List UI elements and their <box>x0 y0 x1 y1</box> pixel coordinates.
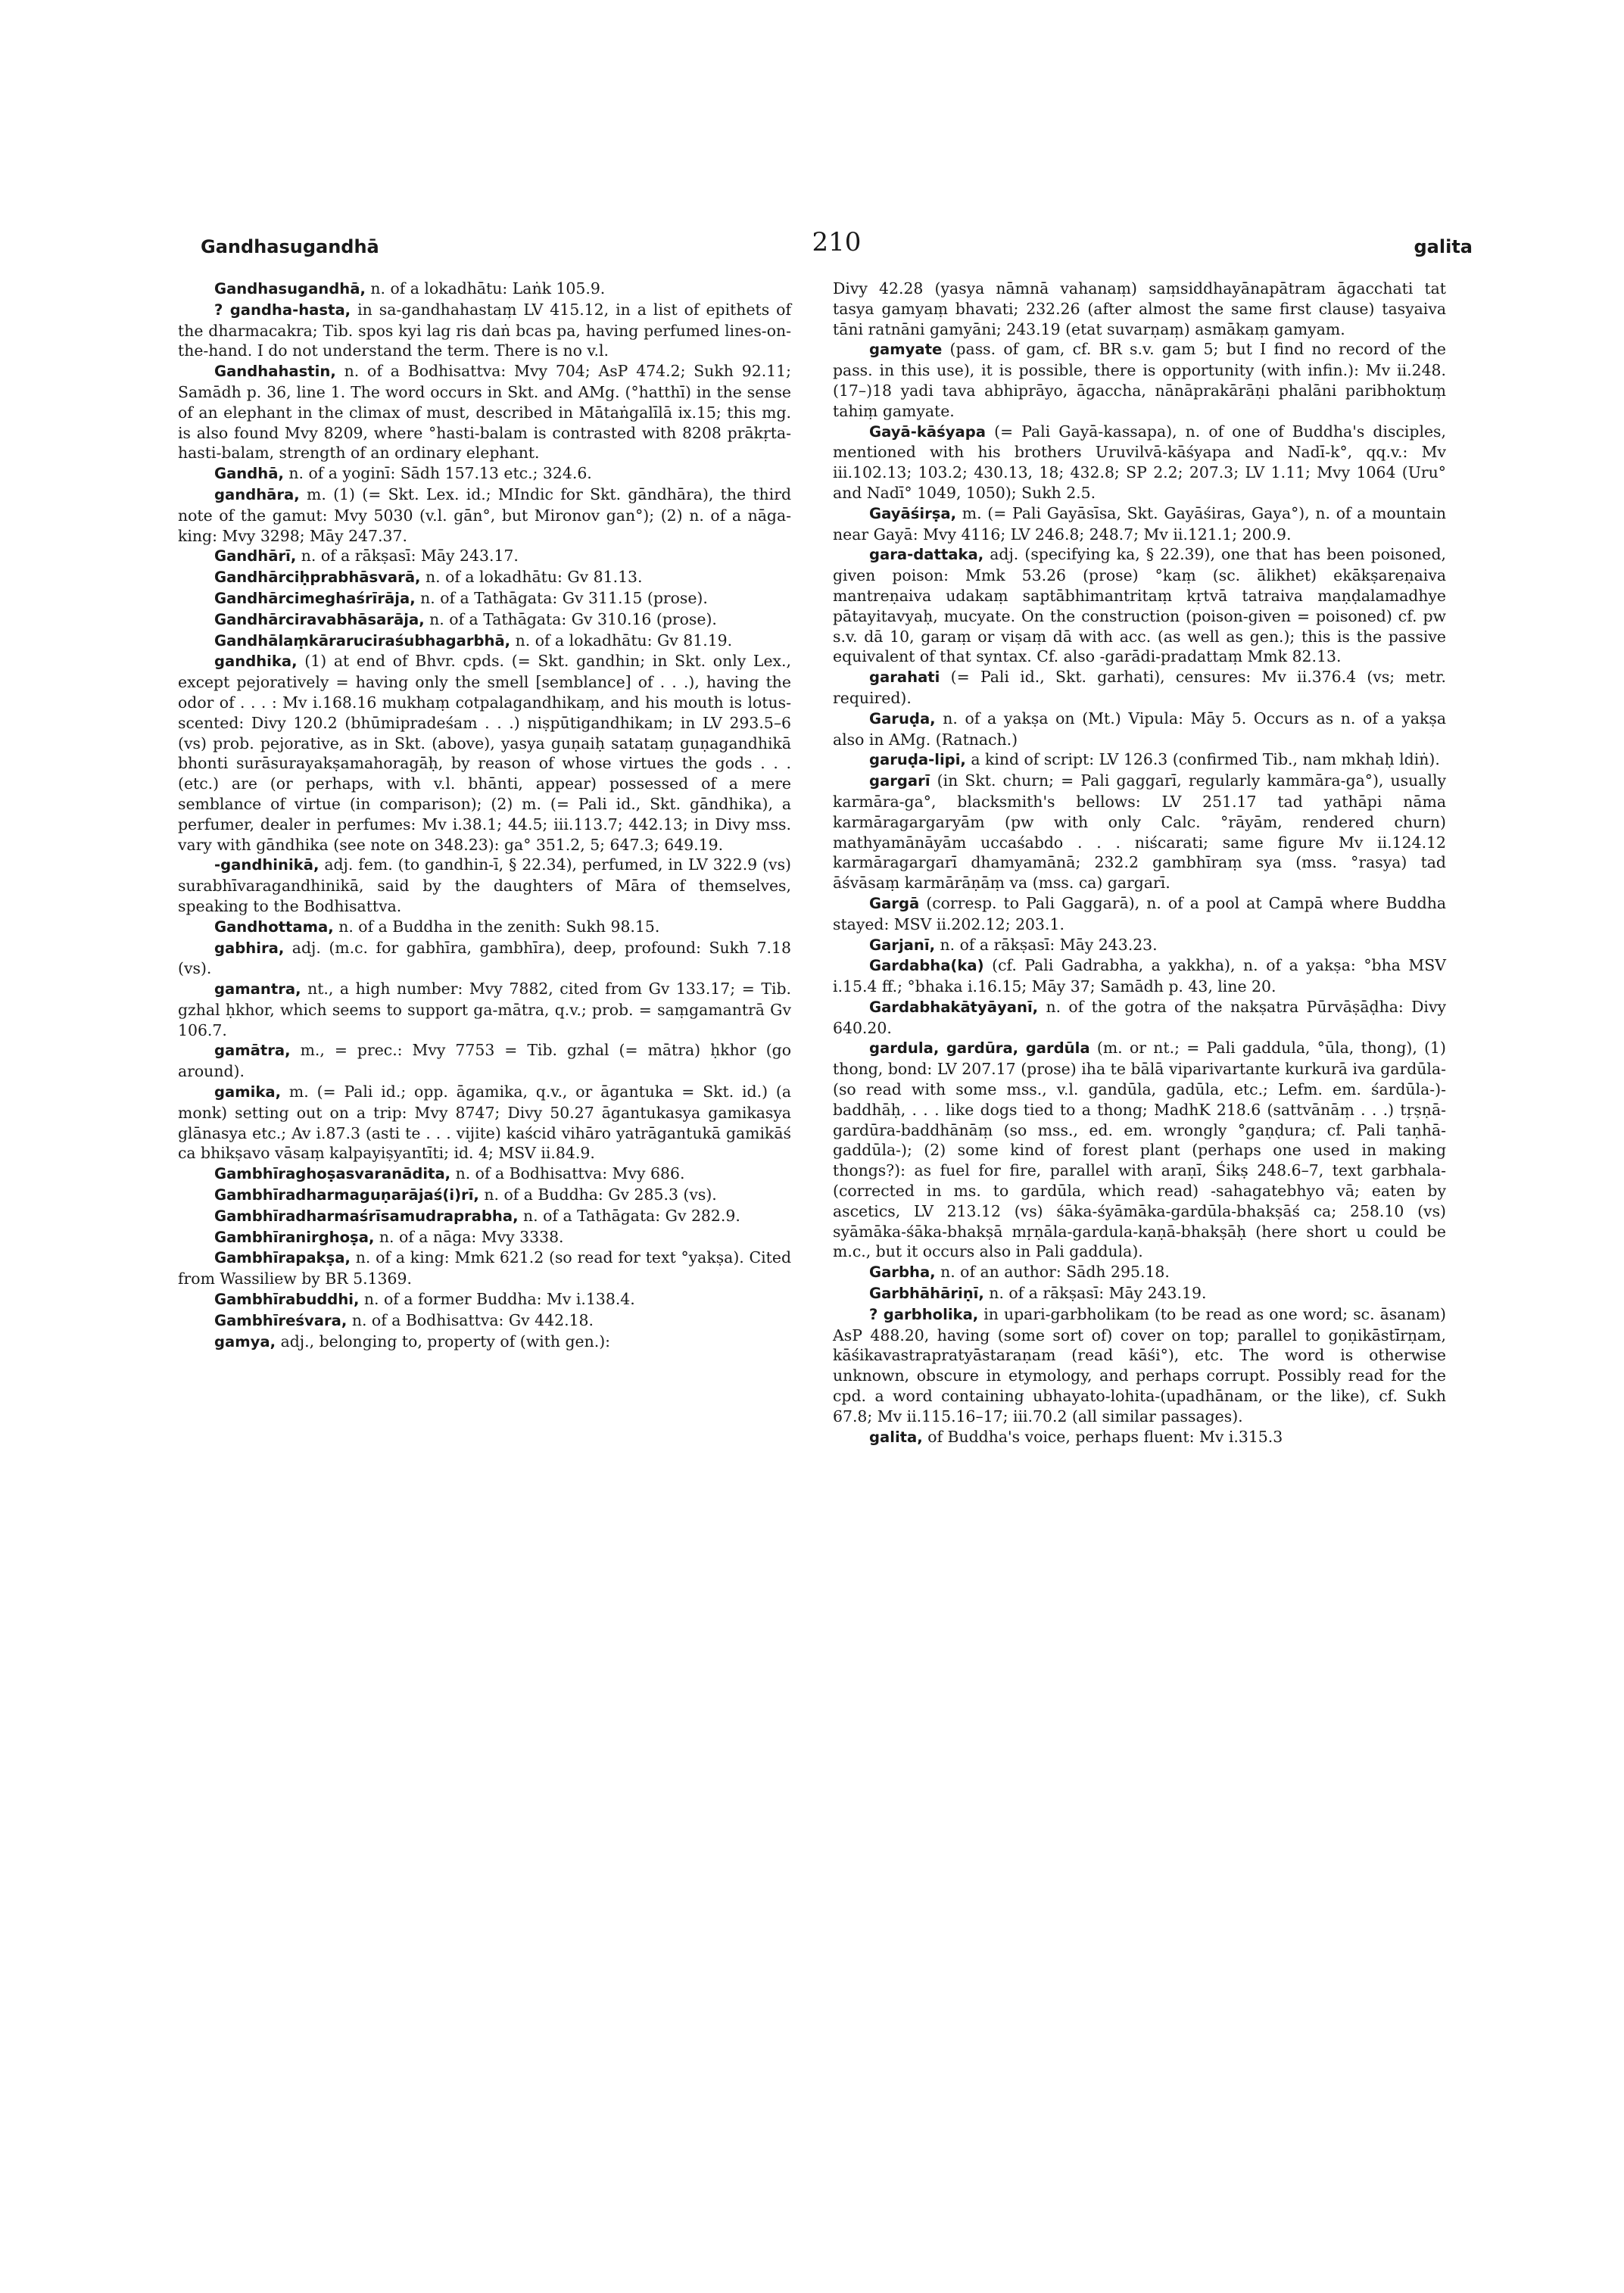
dictionary-entry <box>178 917 791 938</box>
dictionary-entry <box>178 1227 791 1248</box>
entry-headword: gamika, <box>214 1083 282 1101</box>
dictionary-entry <box>178 938 791 980</box>
entry-text: n. of the gotra of the nakṣatra Pūrvāṣāḍha: Divy 640.20. <box>833 997 1446 1037</box>
entry-text: adj. (m.c. for gabhīra, gambhīra), deep, profound: Sukh 7.18 (vs). <box>178 938 791 978</box>
dictionary-entry <box>178 463 791 484</box>
entry-text: m. (= Pali id.; opp. āgamika, q.v., or āgantuka = Skt. id.) (a monk) setting out on a trip: Mvy 8747; Divy 50.27 āgantukasya gamikasya glānasya etc.; Av i.87.3 (asti te . . . vijite) kaścid vihāro yatrāgantukā gamikāś ca bhikṣavo vāsaṃ kalpayiṣyantīti; id. 4; MSV ii.84.9. <box>178 1083 791 1163</box>
entry-headword: -gandhinikā, <box>214 856 320 874</box>
entry-text: adj. (specifying ka, § 22.39), one that has been poisoned, given poison: Mmk 53.26 (prose) °kaṃ (sc. ālikhet) ekākṣareṇaiva mantreṇaiva udakaṃ saptābhimantritaṃ kṛtvā tatraiva maṇḍalamadhye pātayitavyaḥ, mucyate. On the construction (poison-given = poisoned) cf. pw s.v. dā 10, garaṃ or viṣaṃ dā with acc. (as well as gen.); this is the passive equivalent of that syntax. Cf. also -garādi-pradattaṃ Mmk 82.13. <box>833 545 1446 666</box>
entry-text: n. of a Tathāgata: Gv 282.9. <box>518 1206 740 1225</box>
entry-headword: Gargā <box>869 894 920 912</box>
entry-headword: garuḍa-lipi, <box>869 751 966 769</box>
dictionary-entry <box>178 546 791 567</box>
entry-headword: Gardabhakātyāyanī, <box>869 998 1039 1016</box>
entry-headword: Gayāśirṣa, <box>869 504 957 522</box>
running-header <box>201 227 1473 265</box>
dictionary-entry <box>178 361 791 463</box>
entry-headword: Gardabha(ka) <box>869 957 984 975</box>
entry-headword: Gambhīradharmaguṇarājaś(i)rī, <box>214 1186 479 1204</box>
dictionary-entry <box>178 1206 791 1227</box>
dictionary-entry <box>833 709 1446 750</box>
dictionary-entry <box>833 339 1446 421</box>
entry-text: (= Pali id., Skt. garhati), censures: Mv ii.376.4 (vs; metr. required). <box>833 668 1446 707</box>
entry-text: n. of a king: Mmk 621.2 (so read for text °yakṣa). Cited from Wassiliew by BR 5.1369. <box>178 1248 791 1288</box>
entry-text: n. of a Bodhisattva: Gv 442.18. <box>347 1310 594 1329</box>
dictionary-entry <box>833 997 1446 1039</box>
page-number: 210 <box>812 227 862 257</box>
entry-text: n. of a Buddha in the zenith: Sukh 98.15. <box>333 917 660 936</box>
entry-text: Divy 42.28 (yasya nāmnā vahanaṃ) saṃsiddhayānapātram āgacchati tat tasya gamyaṃ bhavati; 232.26 (after almost the same first clause) tasyaiva tāni ratnāni gamyāni; 243.19 (etat suvarṇaṃ) asmākaṃ gamyam. <box>833 279 1446 338</box>
dictionary-entry <box>178 484 791 546</box>
entry-text: in sa-gandhahastaṃ LV 415.12, in a list of epithets of the dharmacakra; Tib. spos kyi lag ris daṅ bcas pa, having perfumed lines-on-the-hand. I do not understand the term. There is no v.l. <box>178 300 791 360</box>
dictionary-entry <box>833 1304 1446 1427</box>
dictionary-entry <box>178 1248 791 1289</box>
dictionary-entry <box>178 300 791 361</box>
entry-headword: gabhira, <box>214 939 285 957</box>
dictionary-entry <box>178 979 791 1040</box>
entry-headword: ? gandha-hasta, <box>214 301 351 319</box>
entry-headword: gamantra, <box>214 980 301 999</box>
entry-headword: Gandhārciravabhāsarāja, <box>214 610 425 628</box>
dictionary-entry <box>178 1164 791 1185</box>
entry-headword: Gandhārcimeghaśrīrāja, <box>214 589 416 607</box>
entry-headword: Gambhīranirghoṣa, <box>214 1228 375 1246</box>
dictionary-entry <box>178 1289 791 1310</box>
entry-text: n. of a yakṣa on (Mt.) Vipula: Māy 5. Occurs as n. of a yakṣa also in AMg. (Ratnach.) <box>833 709 1446 749</box>
entry-text: m. (= Pali Gayāsīsa, Skt. Gayāśiras, Gaya°), n. of a mountain near Gayā: Mvy 4116; LV 246.8; 248.7; Mv ii.121.1; 200.9. <box>833 503 1446 544</box>
entry-headword: Gambhīreśvara, <box>214 1311 348 1329</box>
entry-text: n. of a nāga: Mvy 3338. <box>374 1227 564 1246</box>
entry-text: m. (1) (= Skt. Lex. id.; MIndic for Skt. gāndhāra), the third note of the gamut: Mvy 5030 (v.l. gān°, but Mironov gan°); (2) n. of a nāga-king: Mvy 3298; Māy 247.37. <box>178 484 791 545</box>
entry-headword: Gandhā, <box>214 465 284 483</box>
entry-headword: Gambhīradharmaśrīsamudraprabha, <box>214 1207 519 1225</box>
dictionary-entry <box>178 631 791 652</box>
entry-headword: gamātra, <box>214 1042 291 1060</box>
entry-headword: Garjanī, <box>869 936 936 954</box>
entry-headword: gamyate <box>869 341 943 359</box>
entry-text: n. of a Bodhisattva: Mvy 704; AsP 474.2; Sukh 92.11; Samādh p. 36, line 1. The word occurs in Skt. and AMg. (°hatthī) in the sense of an elephant in the climax of must, described in Mātaṅgalīlā ix.15; this mg. is also found Mvy 8209, where °hasti-balam is contrasted with 8208 prākṛta-hasti-balam, strength of an ordinary elephant. <box>178 362 791 463</box>
entry-text: n. of a rākṣasī: Māy 243.17. <box>296 547 519 565</box>
entry-text: n. of a rākṣasī: Māy 243.19. <box>983 1284 1207 1303</box>
header-right-guideword: galita <box>1414 236 1473 257</box>
entry-text: adj., belonging to, property of (with gen.): <box>276 1332 611 1351</box>
dictionary-entry <box>833 503 1446 545</box>
entry-text: (1) at end of Bhvr. cpds. (= Skt. gandhin; in Skt. only Lex., except pejoratively = having only the smell [semblance] of . . .), having the odor of . . . : Mv i.168.16 mukhaṃ cotpalagandhikaṃ, and his mouth is lotus-scented: Divy 120.2 (bhūmipradeśam . . .) niṣpūtigandhikam; in LV 293.5–6 (vs) prob. pejorative, as in Skt. (above), yasya guṇaiḥ satataṃ guṇagandhikā bhonti surāsurayakṣamahoragāḥ, by reason of whose virtues the gods . . . (etc.) are (or perhaps, with v.l. bhānti, appear) possessed of a mere semblance of virtue (in comparison); (2) m. (= Pali id., Skt. gāndhika), a perfumer, dealer in perfumes: Mv i.38.1; 44.5; iii.113.7; 442.13; in Divy mss. vary with gāndhika (see note on 348.23): ga° 351.2, 5; 647.3; 649.19. <box>178 652 791 854</box>
entry-headword: Gambhīrapakṣa, <box>214 1249 351 1267</box>
dictionary-entry <box>833 749 1446 771</box>
entry-headword: gara-dattaka, <box>869 546 984 564</box>
entry-headword: gardula, gardūra, gardūla <box>869 1039 1090 1058</box>
entry-text: in upari-garbholikam (to be read as one word; sc. āsanam) AsP 488.20, having (some sort of) cover on top; parallel to goṇikāstīrṇam, kāśikavastrapratyāstaraṇam (read kāśi°), etc. The word is otherwise unknown, obscure in etymology, and perhaps corrupt. Possibly read for the cpd. a word containing ubhayato-lohita-(upadhānam, or the like), cf. Sukh 67.8; Mv ii.115.16–17; iii.70.2 (all similar passages). <box>833 1304 1446 1425</box>
dictionary-entry <box>178 588 791 609</box>
entry-headword: Gandhārciḥprabhāsvarā, <box>214 569 421 587</box>
dictionary-entry <box>178 1040 791 1082</box>
entry-text: of Buddha's voice, perhaps fluent: Mv i.315.3 <box>922 1427 1283 1446</box>
dictionary-entry <box>833 279 1446 339</box>
entry-text: n. of an author: Sādh 295.18. <box>935 1263 1170 1282</box>
entry-text: n. of a former Buddha: Mv i.138.4. <box>359 1290 635 1309</box>
left-column <box>178 279 791 1352</box>
dictionary-entry <box>178 651 791 855</box>
entry-text: n. of a rākṣasī: Māy 243.23. <box>935 935 1158 954</box>
entry-headword: gargarī <box>869 772 930 790</box>
dictionary-entry <box>833 771 1446 893</box>
dictionary-entry <box>833 1283 1446 1304</box>
entry-text: adj. fem. (to gandhin-ī, § 22.34), perfumed, in LV 322.9 (vs) surabhīvaragandhinikā, said by the daughters of Māra of themselves, speaking to the Bodhisattva. <box>178 855 791 915</box>
entry-headword: gandhāra, <box>214 485 300 503</box>
entry-headword: Gandhasugandhā, <box>214 280 366 298</box>
entry-headword: Garbhāhāriṇī, <box>869 1285 984 1303</box>
entry-headword: Gandhālaṃkāraruciraśubhagarbhā, <box>214 631 511 650</box>
entry-text: n. of a Tathāgata: Gv 310.16 (prose). <box>424 609 717 628</box>
entry-text: n. of a Bodhisattva: Mvy 686. <box>450 1164 685 1183</box>
dictionary-entry <box>833 1427 1446 1448</box>
entry-text: n. of a lokadhātu: Gv 81.13. <box>420 568 643 587</box>
entry-text: (m. or nt.; = Pali gaddula, °ūla, thong), (1) thong, bond: LV 207.17 (prose) iha te bālā viparivartante kurkurā iva gardūla-(so read with some mss., v.l. gandūla, gadūla, etc.; Lefm. em. śardūla-)-baddhāḥ, . . . like dogs tied to a thong; MadhK 218.6 (sattvānāṃ . . .) tṛṣṇā-gardūra-baddhānāṃ (so mss., ed. em. wrongly °gaṇḍura; cf. Pali taṇhā-gaddūla-); (2) some kind of forest plant (perhaps one used in making thongs?): as fuel for fire, parallel with araṇī, Śikṣ 248.6–7, text garbhala- (corrected in ms. to gardūla, which read) -sahagatebhyo vā; eaten by ascetics, LV 213.12 (vs) śāka-śyāmāka-gardūla-bhakṣāś ca; 258.10 (vs) syāmāka-śāka-bhakṣā mṛṇāla-gardula-kaṇā-bhakṣāḥ (here short u could be m.c., but it occurs also in Pali gaddula). <box>833 1039 1446 1261</box>
entry-headword: galita, <box>869 1428 923 1446</box>
entry-text: (corresp. to Pali Gaggarā), n. of a pool at Campā where Buddha stayed: MSV ii.202.12; 203.1. <box>833 893 1446 933</box>
entry-headword: Gandhārī, <box>214 547 297 565</box>
dictionary-entry <box>178 1185 791 1206</box>
dictionary-entry <box>833 422 1446 503</box>
entry-text: n. of a Tathāgata: Gv 311.15 (prose). <box>415 588 708 607</box>
dictionary-entry <box>178 609 791 631</box>
header-left-guideword: Gandhasugandhā <box>201 236 379 257</box>
entry-text: a kind of script: LV 126.3 (confirmed Tib., nam mkhaḥ ldiṅ). <box>965 750 1440 769</box>
entry-headword: gandhika, <box>214 653 298 671</box>
entry-text: n. of a lokadhātu: Gv 81.19. <box>510 631 733 650</box>
dictionary-entry <box>833 1038 1446 1262</box>
dictionary-entry <box>178 279 791 300</box>
dictionary-entry <box>178 1332 791 1353</box>
entry-headword: Gandhottama, <box>214 918 334 936</box>
dictionary-entry <box>833 544 1446 667</box>
entry-text: nt., a high number: Mvy 7882, cited from Gv 133.17; = Tib. gzhal ḥkhor, which seems to support ga-mātra, q.v.; prob. = saṃgamantrā Gv 106.7. <box>178 980 791 1039</box>
dictionary-entry <box>178 567 791 588</box>
entry-headword: Gambhīrabuddhi, <box>214 1291 360 1309</box>
dictionary-entry <box>833 667 1446 709</box>
entry-headword: Garbha, <box>869 1263 936 1282</box>
entry-text: (cf. Pali Gadrabha, a yakkha), n. of a yakṣa: °bha MSV i.15.4 ff.; °bhaka i.16.15; Māy 37; Samādh p. 43, line 20. <box>833 956 1446 996</box>
dictionary-entry <box>178 1082 791 1164</box>
dictionary-entry <box>833 1262 1446 1283</box>
dictionary-entry <box>178 855 791 916</box>
entry-text: (pass. of gam, cf. BR s.v. gam 5; but I find no record of the pass. in this use), it is possible, there is opportunity (with infin.): Mv ii.248.(17–)18 yadi tava abhiprāyo, āgaccha, nānāprakārāṇi phalāni paribhoktuṃ tahiṃ gamyate. <box>833 340 1446 420</box>
entry-text: m., = prec.: Mvy 7753 = Tib. gzhal (= mātra) ḥkhor (go around). <box>178 1041 791 1081</box>
entry-headword: garahati <box>869 668 940 687</box>
entry-headword: ? garbholika, <box>869 1305 979 1323</box>
dictionary-entry <box>833 893 1446 935</box>
entry-text: n. of a Buddha: Gv 285.3 (vs). <box>478 1185 717 1204</box>
entry-text: n. of a lokadhātu: Laṅk 105.9. <box>365 279 606 298</box>
dictionary-entry <box>833 935 1446 956</box>
entry-headword: Garuḍa, <box>869 709 936 727</box>
right-column <box>833 279 1446 1447</box>
entry-headword: Gambhīraghoṣasvaranādita, <box>214 1165 451 1183</box>
entry-headword: gamya, <box>214 1332 276 1351</box>
entry-text: (in Skt. churn; = Pali gaggarī, regularly kammāra-ga°), usually karmāra-ga°, blacksmith's bellows: LV 251.17 tad yathāpi nāma karmāragargaryām (pw with only Calc. °rāyām, rendered churn) mathyamānāyām uccaśabdo . . . niścarati; same figure Mv ii.124.12 karmāragargarī dhamyamānā; 232.2 gambhīraṃ sya (mss. °rasya) tad āśvāsaṃ karmārāṇāṃ va (mss. ca) gargarī. <box>833 771 1446 893</box>
entry-headword: Gayā-kāśyapa <box>869 422 986 441</box>
dictionary-entry <box>178 1310 791 1332</box>
dictionary-entry <box>833 955 1446 997</box>
entry-headword: Gandhahastin, <box>214 363 336 381</box>
entry-text: n. of a yoginī: Sādh 157.13 etc.; 324.6. <box>283 464 592 483</box>
entry-text: (= Pali Gayā-kassapa), n. of one of Buddha's disciples, mentioned with his brothers Uruvilvā-kāśyapa and Nadī-k°, qq.v.: Mv iii.102.13; 103.2; 430.13, 18; 432.8; SP 2.2; 207.3; LV 1.11; Mvy 1064 (Uru° and Nadī° 1049, 1050); Sukh 2.5. <box>833 422 1446 502</box>
